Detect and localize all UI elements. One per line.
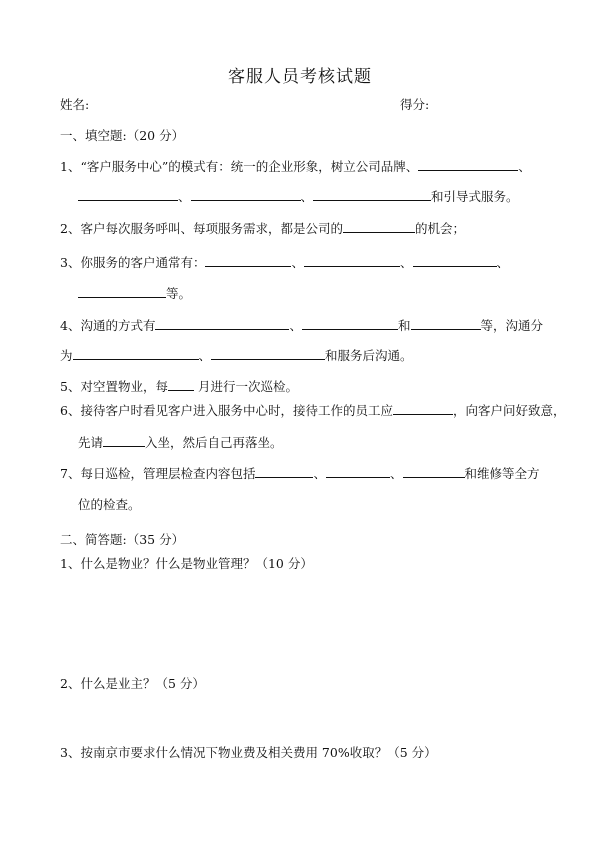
question-3-line-1: [60, 255, 509, 271]
q1-text: 1、“客户服务中心”的模式有：统一的企业形象，树立公司品牌、: [60, 159, 419, 174]
q4-blank-5[interactable]: [211, 348, 325, 360]
q7-blank-2[interactable]: [326, 466, 390, 478]
q4-blank-3[interactable]: [411, 318, 481, 330]
question-1-line-1: [60, 159, 531, 175]
q1-sep: 、: [300, 189, 314, 204]
score-label: 得分:: [400, 97, 430, 112]
q1-blank-2[interactable]: [78, 189, 178, 201]
q5-blank[interactable]: [168, 379, 194, 391]
q6-mid: ，向客户问好致意，: [452, 403, 566, 418]
q4-blank-4[interactable]: [73, 348, 199, 360]
question-1-line-2: [78, 189, 519, 205]
q4-wei: 为: [60, 348, 73, 363]
q3-end: 等。: [166, 286, 192, 301]
q3-text: 3、你服务的客户通常有：: [60, 255, 206, 270]
q4-sep: 、: [289, 318, 302, 333]
q6-text: 6、接待客户时看见客户进入服务中心时，接待工作的员工应: [60, 403, 393, 418]
q7-sep: 、: [389, 466, 403, 481]
q1-sep: 、: [518, 159, 531, 174]
question-4-line-1: [60, 318, 543, 334]
q3-blank-4[interactable]: [78, 286, 166, 298]
short-answer-1: 1、什么是物业？什么是物业管理？（10 分）: [60, 556, 313, 571]
q6-blank-1[interactable]: [393, 403, 453, 415]
q4-blank-1[interactable]: [155, 318, 289, 330]
section1-heading: 一、填空题:（20 分）: [60, 128, 185, 143]
q7-text: 7、每日巡检，管理层检查内容包括: [60, 466, 256, 481]
question-7-line-2: [78, 497, 141, 513]
q3-sep: 、: [291, 255, 304, 270]
question-5: [60, 379, 298, 395]
q1-blank-1[interactable]: [418, 159, 518, 171]
q4-end: 和服务后沟通。: [325, 348, 413, 363]
q7-blank-1[interactable]: [255, 466, 313, 478]
short-answer-3: 3、按南京市要求什么情况下物业费及相关费用 70%收取？（5 分）: [60, 745, 437, 760]
q4-and: 和: [397, 318, 411, 333]
q1-sep: 、: [178, 189, 191, 204]
section2-heading: 二、简答题:（35 分）: [60, 532, 185, 547]
q7-end: 位的检查。: [78, 497, 141, 512]
q4-mid: 等，沟通分: [480, 318, 544, 333]
q2-text: 2、客户每次服务呼叫、每项服务需求，都是公司的: [60, 221, 343, 236]
q3-sep: 、: [399, 255, 413, 270]
q7-blank-3[interactable]: [403, 466, 465, 478]
q1-blank-4[interactable]: [313, 189, 431, 201]
q3-blank-3[interactable]: [413, 255, 497, 267]
question-6-line-1: [60, 403, 565, 419]
q6-end: 入坐，然后自己再落坐。: [145, 435, 283, 450]
q3-sep: 、: [496, 255, 510, 270]
q2-blank[interactable]: [343, 221, 415, 233]
q3-blank-2[interactable]: [304, 255, 400, 267]
question-4-line-2: [60, 348, 413, 364]
q6-blank-2[interactable]: [103, 435, 145, 447]
q5-end: 月进行一次巡检。: [197, 379, 298, 394]
question-6-line-2: [78, 435, 283, 451]
page-title: 客服人员考核试题: [228, 67, 372, 87]
question-7-line-1: [60, 466, 540, 482]
q4-text: 4、沟通的方式有: [60, 318, 156, 333]
q2-end: 的机会；: [414, 221, 465, 236]
question-2: [60, 221, 465, 237]
q6-xianqing: 先请: [78, 435, 104, 450]
q4-blank-2[interactable]: [302, 318, 398, 330]
question-3-line-2: [78, 286, 191, 302]
q4-sep: 、: [198, 348, 212, 363]
q5-text: 5、对空置物业，每: [60, 379, 168, 394]
q7-mid: 和维修等全方: [464, 466, 540, 481]
q1-blank-3[interactable]: [191, 189, 301, 201]
q3-blank-1[interactable]: [205, 255, 291, 267]
q7-sep: 、: [313, 466, 326, 481]
name-label: 姓名:: [60, 97, 90, 112]
short-answer-2: 2、什么是业主？（5 分）: [60, 676, 205, 691]
q1-end: 和引导式服务。: [431, 189, 519, 204]
